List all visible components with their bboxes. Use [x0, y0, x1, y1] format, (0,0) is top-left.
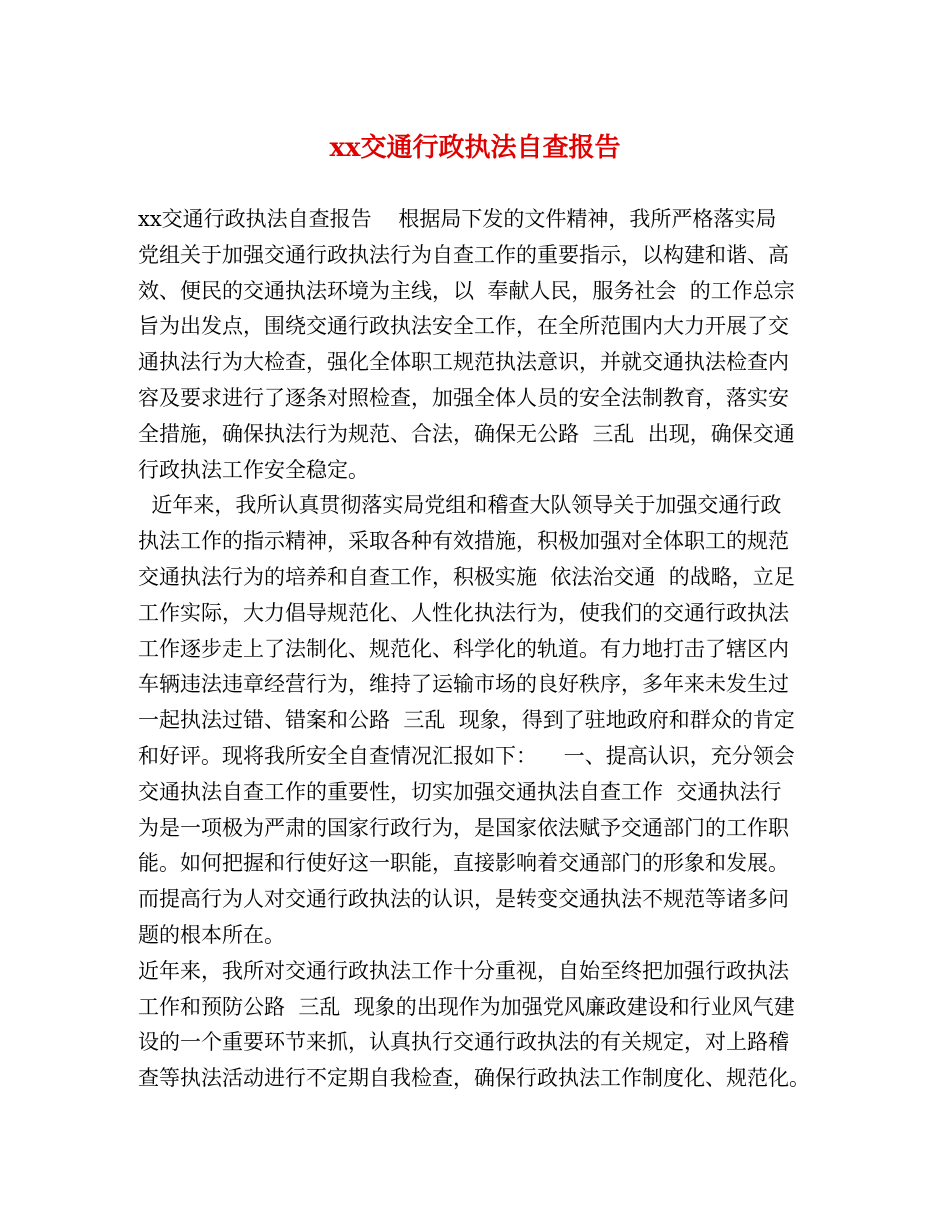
body-line: 党组关于加强交通行政执法行为自查工作的重要指示，以构建和谐、高	[138, 242, 789, 267]
body-line: 交通执法自查工作的重要性，切实加强交通执法自查工作 交通执法行	[138, 779, 782, 804]
document-title: xx交通行政执法自查报告	[329, 133, 621, 163]
body-line: 工作逐步走上了法制化、规范化、科学化的轨道。有力地打击了辖区内	[138, 636, 789, 661]
body-line: 容及要求进行了逐条对照检查，加强全体人员的安全法制教育，落实安	[138, 385, 789, 410]
body-line: xx交通行政执法自查报告 根据局下发的文件精神，我所严格落实局	[138, 207, 777, 231]
body-line: 为是一项极为严肃的国家行政行为，是国家依法赋予交通部门的工作职	[138, 815, 789, 840]
body-line: 题的根本所在。	[138, 922, 285, 947]
body-line: 车辆违法违章经营行为，维持了运输市场的良好秩序，多年来未发生过	[138, 672, 789, 697]
document-body	[138, 202, 822, 1097]
body-line: 查等执法活动进行不定期自我检查，确保行政执法工作制度化、规范化。	[138, 1066, 810, 1091]
body-line: 全措施，确保执法行为规范、合法，确保无公路 三乱 出现，确保交通	[138, 421, 795, 446]
body-line: 近年来，我所认真贯彻落实局党组和稽查大队领导关于加强交通行政	[138, 493, 782, 518]
body-line: 一起执法过错、错案和公路 三乱 现象，得到了驻地政府和群众的肯定	[138, 708, 795, 733]
body-line: 而提高行为人对交通行政执法的认识，是转变交通执法不规范等诸多问	[138, 887, 789, 912]
body-line: 旨为出发点，围绕交通行政执法安全工作，在全所范围内大力开展了交	[138, 314, 789, 339]
body-line: 效、便民的交通执法环境为主线，以 奉献人民，服务社会 的工作总宗	[138, 278, 795, 303]
body-line: 近年来，我所对交通行政执法工作十分重视，自始至终把加强行政执法	[138, 958, 789, 983]
body-line: 工作和预防公路 三乱 现象的出现作为加强党风廉政建设和行业风气建	[138, 994, 795, 1019]
body-line: 能。如何把握和行使好这一职能，直接影响着交通部门的形象和发展。	[138, 851, 789, 876]
body-line: 工作实际，大力倡导规范化、人性化执法行为，使我们的交通行政执法	[138, 600, 789, 625]
body-line: 行政执法工作安全稳定。	[138, 457, 369, 482]
body-line: 执法工作的指示精神，采取各种有效措施，积极加强对全体职工的规范	[138, 529, 789, 554]
body-line: 通执法行为大检查，强化全体职工规范执法意识，并就交通执法检查内	[138, 350, 789, 375]
body-line: 交通执法行为的培养和自查工作，积极实施 依法治交通 的战略，立足	[138, 564, 795, 589]
body-line: 和好评。现将我所安全自查情况汇报如下： 一、提高认识，充分领会	[138, 743, 795, 768]
body-line: 设的一个重要环节来抓，认真执行交通行政执法的有关规定，对上路稽	[138, 1030, 789, 1055]
